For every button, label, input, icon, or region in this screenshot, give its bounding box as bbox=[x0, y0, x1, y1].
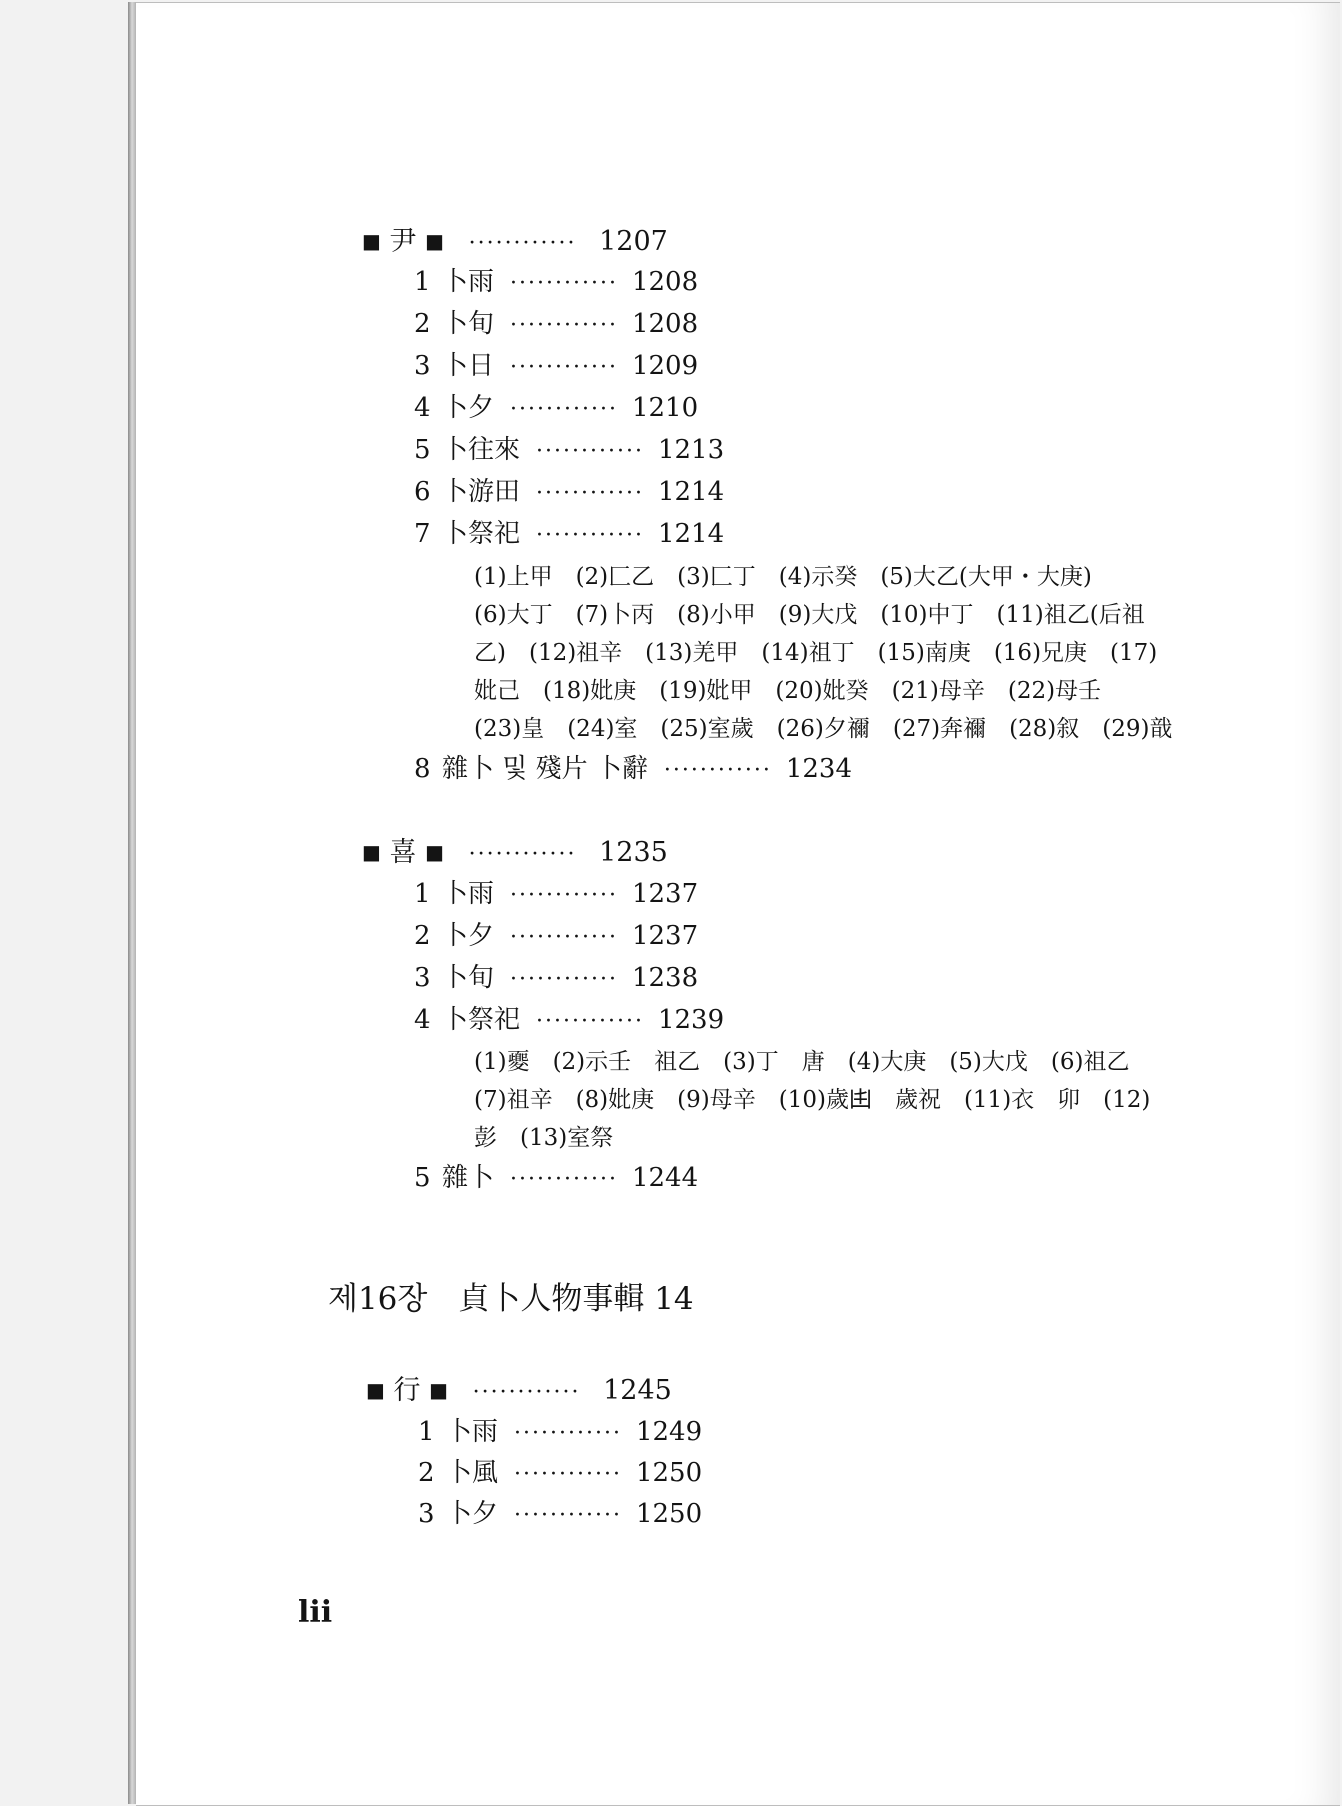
sub-entry-line: (1)上甲 (2)匚乙 (3)匚丁 (4)示癸 (5)大乙(大甲・大庚) bbox=[474, 564, 1092, 590]
page-ref: 1245 bbox=[603, 1375, 672, 1406]
toc-entry: 6 卜游田 ············ 1214 bbox=[414, 477, 725, 507]
toc-entry: 3 卜夕 ············ 1250 bbox=[418, 1499, 703, 1529]
square-bullet-icon: ■ bbox=[362, 840, 381, 864]
leader-dots: ············ bbox=[468, 842, 577, 867]
sub-entry-line: (6)大丁 (7)卜丙 (8)小甲 (9)大戊 (10)中丁 (11)祖乙(后祖 bbox=[474, 602, 1145, 628]
square-bullet-icon: ■ bbox=[425, 840, 444, 864]
leader-dots: ············ bbox=[472, 1380, 581, 1405]
toc-entry: 3 卜日 ············ 1209 bbox=[414, 351, 699, 381]
page-number: lii bbox=[298, 1595, 333, 1630]
square-bullet-icon: ■ bbox=[429, 1378, 448, 1402]
toc-entry: 4 卜祭祀 ············ 1239 bbox=[414, 1005, 725, 1035]
section-heading-xing: ■ 行 ■ ············ 1245 bbox=[366, 1375, 672, 1406]
section-heading-yin: ■ 尹 ■ ············ 1207 bbox=[362, 226, 668, 257]
toc-entry: 1 卜雨 ············ 1208 bbox=[414, 267, 699, 297]
toc-entry: 5 卜往來 ············ 1213 bbox=[414, 435, 725, 465]
page-ref: 1235 bbox=[599, 837, 668, 868]
sub-entry-line: (23)皇 (24)室 (25)室歲 (26)夕禰 (27)奔禰 (28)叙 (29)戠 bbox=[474, 716, 1173, 742]
square-bullet-icon: ■ bbox=[362, 229, 381, 253]
toc-entry: 7 卜祭祀 ············ 1214 bbox=[414, 519, 725, 549]
section-heading-xi: ■ 喜 ■ ············ 1235 bbox=[362, 837, 668, 868]
sub-entry-line: (7)祖辛 (8)妣庚 (9)母辛 (10)歲𠙹 歲祝 (11)衣 卯 (12) bbox=[474, 1087, 1151, 1113]
sub-entry-line: 乙) (12)祖辛 (13)羌甲 (14)祖丁 (15)南庚 (16)兄庚 (17) bbox=[474, 640, 1158, 666]
document-page bbox=[136, 2, 1340, 1806]
toc-entry: 5 雜卜 ············ 1244 bbox=[414, 1163, 699, 1193]
chapter-title: 제16장 貞卜人物事輯 14 bbox=[328, 1281, 694, 1317]
sub-entry-line: (1)夒 (2)示壬 祖乙 (3)丁 唐 (4)大庚 (5)大戊 (6)祖乙 bbox=[474, 1049, 1130, 1075]
square-bullet-icon: ■ bbox=[366, 1378, 385, 1402]
toc-entry: 3 卜旬 ············ 1238 bbox=[414, 963, 699, 993]
leader-dots: ············ bbox=[468, 231, 577, 256]
toc-entry: 2 卜旬 ············ 1208 bbox=[414, 309, 699, 339]
sub-entry-line: 妣己 (18)妣庚 (19)妣甲 (20)妣癸 (21)母辛 (22)母壬 bbox=[474, 678, 1102, 704]
sub-entry-line: 彭 (13)室祭 bbox=[474, 1125, 614, 1151]
square-bullet-icon: ■ bbox=[425, 229, 444, 253]
toc-entry: 2 卜風 ············ 1250 bbox=[418, 1458, 703, 1488]
toc-entry: 1 卜雨 ············ 1249 bbox=[418, 1417, 703, 1447]
toc-entry: 8 雜卜 및 殘片 卜辭 ············ 1234 bbox=[414, 754, 853, 784]
toc-entry: 4 卜夕 ············ 1210 bbox=[414, 393, 699, 423]
toc-entry: 2 卜夕 ············ 1237 bbox=[414, 921, 699, 951]
toc-entry: 1 卜雨 ············ 1237 bbox=[414, 879, 699, 909]
page-ref: 1207 bbox=[599, 226, 668, 257]
